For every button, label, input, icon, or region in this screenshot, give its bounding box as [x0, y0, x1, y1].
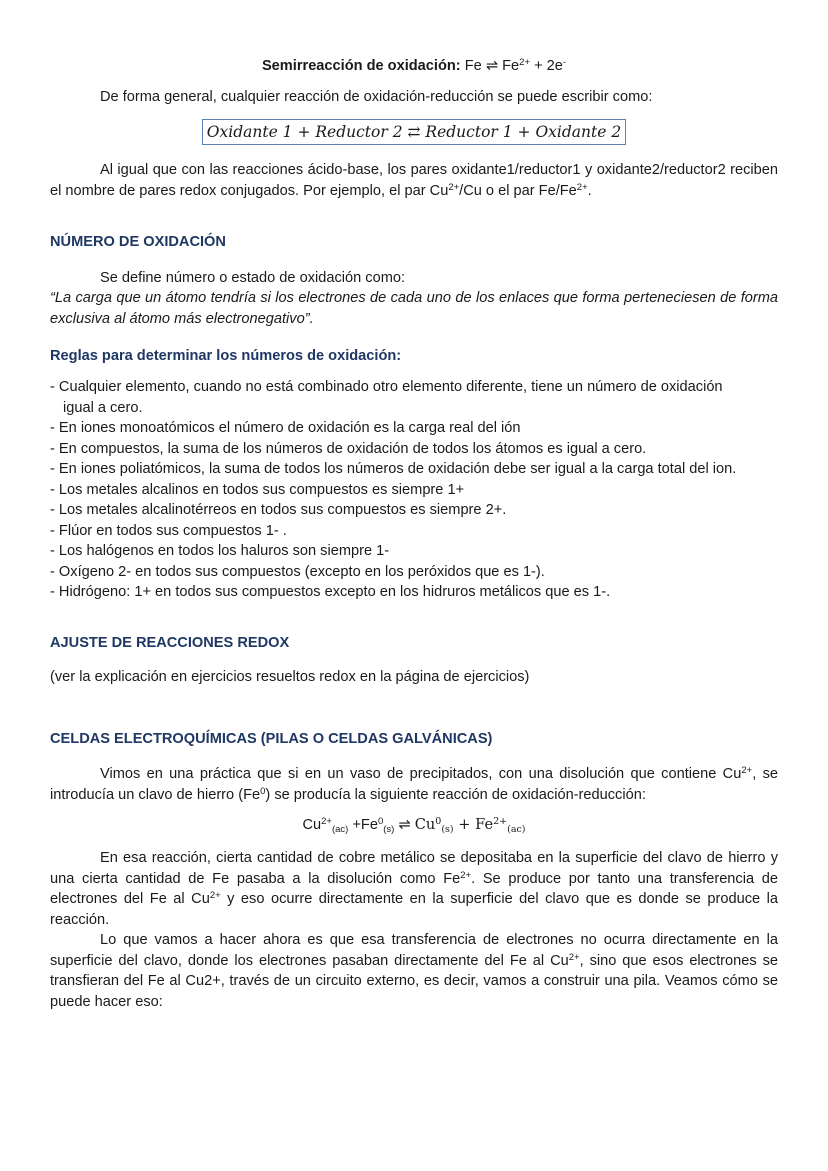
rules-heading: Reglas para determinar los números de oxidación: — [50, 348, 402, 364]
rule-item: - En iones monoatómicos el número de oxidación es la carga real del ión — [50, 420, 521, 436]
rule-item: - Flúor en todos sus compuestos 1- . — [50, 522, 287, 539]
cells-paragraph-3: Lo que vamos a hacer ahora es que esa transferencia de electrones no ocurra directamente en la superficie del clavo, donde los electrones pasaban directamente del Fe al $Cu^{2+}$, sino que esos electrones se transfieran del Fe al Cu2+, través de un circuito externo, es decir, vamos a construir una pila. Veamos cómo se puede hacer eso: — [50, 932, 778, 1010]
oxidation-number-definition: “La carga que un átomo tendría si los electrones de cada uno de los enlaces que forma perteneciesen de forma exclusiva al átomo más electronegativo”. — [50, 290, 778, 327]
half-reaction-left: Fe — [464, 58, 482, 74]
general-equation-row — [50, 119, 778, 145]
oxidation-number-heading: NÚMERO DE OXIDACIÓN — [50, 234, 226, 250]
redox-adjust-heading: AJUSTE DE REACCIONES REDOX — [50, 635, 290, 651]
product-fe: + $Fe^{2+}_{(ac)}$ — [453, 816, 526, 835]
redox-adjust-note: (ver la explicación en ejercicios resueltos redox en la página de ejercicios) — [50, 669, 530, 685]
cells-heading: CELDAS ELECTROQUÍMICAS (PILAS O CELDAS GALVÁNICAS) — [50, 731, 493, 747]
half-reaction-product: $Fe^{2+}$ — [502, 57, 530, 74]
equilibrium-arrow: ⇌ — [485, 58, 499, 74]
rule-item: - Oxígeno 2- en todos sus compuestos (excepto en los peróxidos que es 1-). — [50, 563, 545, 580]
reactant-cu: $Cu^{2+}_{(ac)}$ — [302, 816, 349, 835]
general-equation: Oxidante 1 + Reductor 2 ⇄ Reductor 1 + Oxidante 2 — [202, 119, 626, 145]
rule-item: - Los metales alcalinos en todos sus compuestos es siempre 1+ — [50, 481, 465, 498]
rules-list — [50, 377, 778, 603]
pairs-paragraph: Al igual que con las reacciones ácido-base, los pares oxidante1/reductor1 y oxidante2/reductor2 reciben el nombre de pares redox conjugados. Por ejemplo, el par $Cu^{2+}/Cu$ o el par $Fe/Fe^{2+}$. — [50, 162, 778, 199]
rule-item: - Los halógenos en todos los haluros son siempre 1- — [50, 543, 390, 559]
rule-item: - En compuestos, la suma de los números de oxidación de todos los átomos es igual a cero. — [50, 440, 647, 457]
reactant-fe: $+Fe^0_{(s)}$ — [348, 816, 395, 835]
rule-item: - En iones poliatómicos, la suma de todos los números de oxidación debe ser igual a la carga total del ion. — [50, 461, 737, 477]
oxidation-number-intro: Se define número o estado de oxidación como: — [100, 270, 406, 286]
rule-item: - Los metales alcalinotérreos en todos sus compuestos es siempre 2+. — [50, 502, 507, 518]
half-reaction-electrons: + 2e- — [534, 57, 567, 74]
cells-reaction — [50, 815, 778, 836]
equilibrium-arrow: ⇌ — [394, 817, 415, 833]
rule-item: - Hidrógeno: 1+ en todos sus compuestos excepto en los hidruros metálicos que es 1-. — [50, 584, 611, 600]
half-reaction-label: Semirreacción de oxidación: — [261, 58, 461, 74]
rule-item: - Cualquier elemento, cuando no está combinado otro elemento diferente, tiene un número de oxidación — [50, 379, 723, 395]
product-cu: $Cu^0_{(s)}$ — [414, 816, 454, 835]
cells-paragraph-1: Vimos en una práctica que si en un vaso de precipitados, con una disolución que contiene $Cu^{2+}$, se introducía un clavo de hierro (Fe$^0$) se producía la siguiente reacción de oxidación-reducción: — [50, 765, 778, 803]
rule-item-continuation: igual a cero. — [63, 399, 143, 416]
general-text: De forma general, cualquier reacción de oxidación-reducción se puede escribir como: — [100, 89, 653, 105]
half-reaction — [50, 56, 778, 77]
cells-paragraph-2: En esa reacción, cierta cantidad de cobre metálico se depositaba en la superficie del clavo de hierro y una cierta cantidad de Fe pasaba a la disolución como $Fe^{2+}$. Se produce por tanto una transferencia de electrones del Fe al $Cu^{2+}$ y eso ocurre directamente en la superficie del clavo que es donde se produce la reacción. — [50, 850, 778, 928]
